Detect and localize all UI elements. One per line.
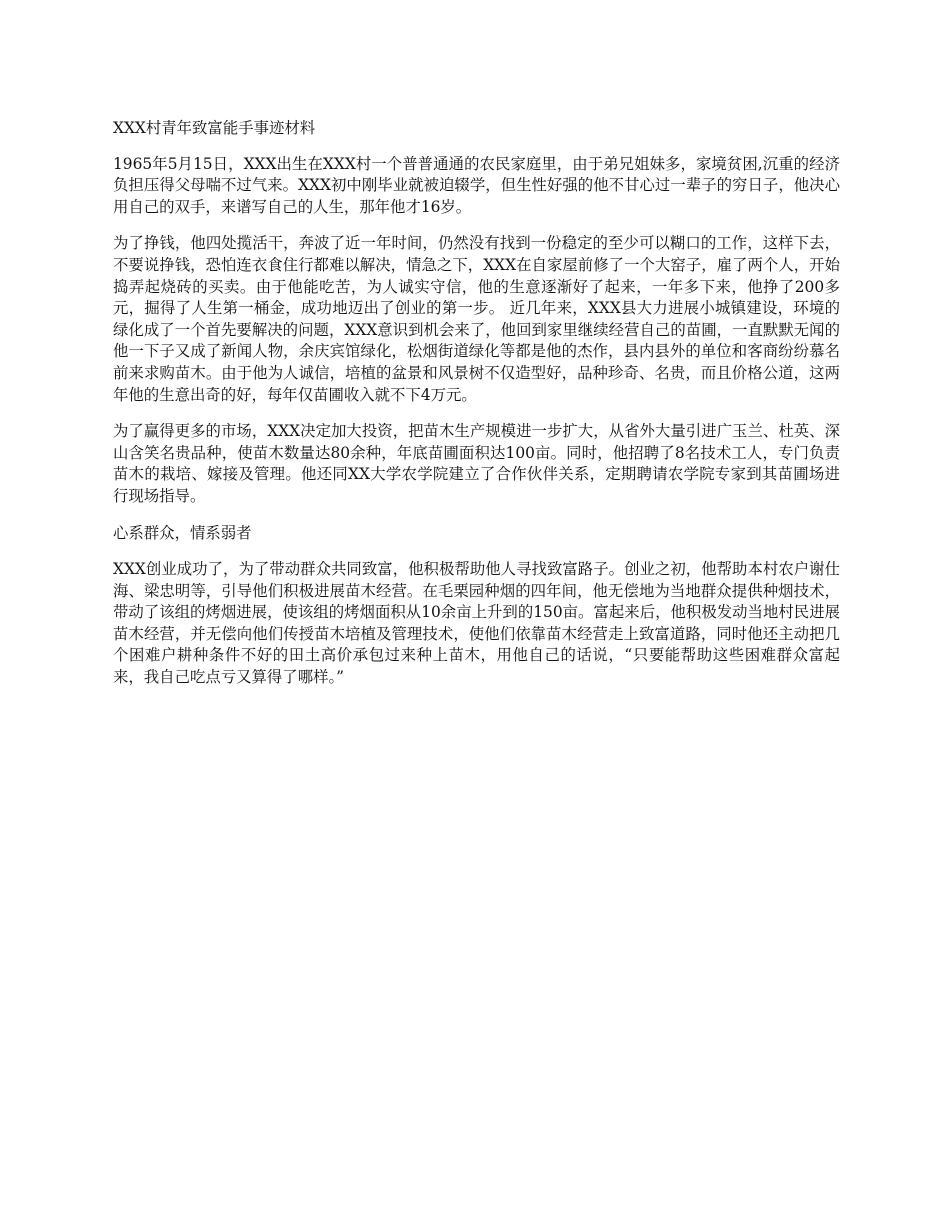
section-heading: 心系群众，情系弱者 [113, 523, 252, 542]
document-page [113, 118, 840, 704]
paragraph-early-business: 为了挣钱，他四处揽活干，奔波了近一年时间，仍然没有找到一份稳定的至少可以糊口的工作，这样下去，不要说挣钱，恐怕连衣食住行都难以解决，情急之下，XXX在自家屋前修了一个大窑子，雇了两个人，开始捣弄起烧砖的买卖。由于他能吃苦，为人诚实守信，他的生意逐渐好了起来，一年多下来，他挣了200多元，掘得了人生第一桶金，成功地迈出了创业的第一步。 近几年来，XXX县大力进展小城镇建设，环境的绿化成了一个首先要解决的问题，XXX意识到机会来了，他回到家里继续经营自己的苗圃，一直默默无闻的他一下子又成了新闻人物，余庆宾馆绿化，松烟街道绿化等都是他的杰作，县内县外的单位和客商纷纷慕名前来求购苗木。由于他为人诚信，培植的盆景和风景树不仅造型好，品种珍奇、名贵，而且价格公道，这两年他的生意出奇的好，每年仅苗圃收入就不下4万元。 [113, 234, 840, 404]
paragraph-birth-background: 1965年5月15日，XXX出生在XXX村一个普普通通的农民家庭里，由于弟兄姐妹多，家境贫困,沉重的经济负担压得父母喘不过气来。XXX初中刚毕业就被迫辍学，但生性好强的他不甘心过一辈子的穷日子，他决心用自己的双手，来谱写自己的人生，那年他才16岁。 [113, 154, 840, 216]
paragraph-expansion: 为了赢得更多的市场，XXX决定加大投资，把苗木生产规模进一步扩大，从省外大量引进广玉兰、杜英、深山含笑名贵品种，使苗木数量达80余种，年底苗圃面积达100亩。同时，他招聘了8名技术工人，专门负责苗木的栽培、嫁接及管理。他还同XX大学农学院建立了合作伙伴关系，定期聘请农学院专家到其苗圃场进行现场指导。 [113, 422, 840, 505]
paragraph-helping-others: XXX创业成功了，为了带动群众共同致富，他积极帮助他人寻找致富路子。创业之初，他帮助本村农户谢仕海、梁忠明等，引导他们积极进展苗木经营。在毛栗园种烟的四年间，他无偿地为当地群众提供种烟技术，带动了该组的烤烟进展，使该组的烤烟面积从10余亩上升到的150亩。富起来后，他积极发动当地村民进展苗木经营，并无偿向他们传授苗木培植及管理技术，使他们依靠苗木经营走上致富道路，同时他还主动把几个困难户耕种条件不好的田土高价承包过来种上苗木，用他自己的话说，“只要能帮助这些困难群众富起来，我自己吃点亏又算得了哪样。” [113, 560, 840, 687]
document-title: XXX村青年致富能手事迹材料 [113, 119, 316, 137]
